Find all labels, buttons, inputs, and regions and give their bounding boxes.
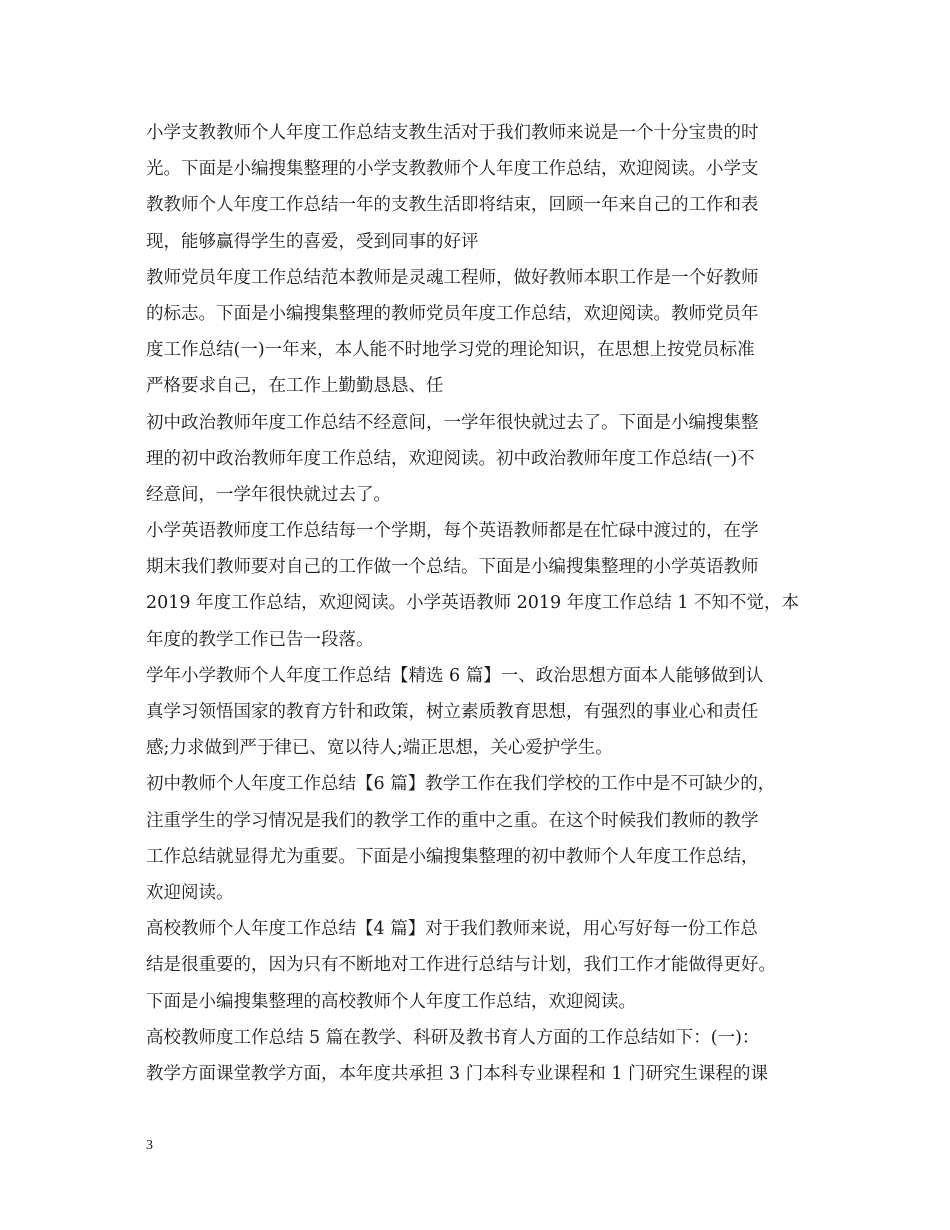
text-line: 严格要求自己，在工作上勤勤恳恳、任 bbox=[146, 376, 444, 397]
text-line: 注重学生的学习情况是我们的教学工作的重中之重。在这个时候我们教师的教学 bbox=[146, 810, 759, 831]
text-line: 初中教师个人年度工作总结【6 篇】教学工作在我们学校的工作中是不可缺少的， bbox=[146, 774, 776, 795]
text-line: 教师党员年度工作总结范本教师是灵魂工程师，做好教师本职工作是一个好教师 bbox=[146, 267, 759, 288]
text-line: 经意间，一学年很快就过去了。 bbox=[146, 484, 391, 505]
text-line: 欢迎阅读。 bbox=[146, 882, 234, 903]
text-line: 真学习领悟国家的教育方针和政策，树立素质教育思想，有强烈的事业心和责任 bbox=[146, 702, 759, 722]
text-line: 理的初中政治教师年度工作总结，欢迎阅读。初中政治教师年度工作总结(一)不 bbox=[146, 448, 755, 469]
text-line: 教教师个人年度工作总结一年的支教生活即将结束，回顾一年来自己的工作和表 bbox=[146, 195, 759, 216]
text-line: 小学英语教师度工作总结每一个学期，每个英语教师都是在忙碌中渡过的，在学 bbox=[146, 521, 759, 542]
text-line: 光。下面是小编搜集整理的小学支教教师个人年度工作总结，欢迎阅读。小学支 bbox=[146, 159, 759, 180]
text-line: 学年小学教师个人年度工作总结【精选 6 篇】一、政治思想方面本人能够做到认 bbox=[146, 665, 764, 686]
text-line: 高校教师度工作总结 5 篇在教学、科研及教书育人方面的工作总结如下：(一)： bbox=[146, 1027, 760, 1048]
text-line: 的标志。下面是小编搜集整理的教师党员年度工作总结，欢迎阅读。教师党员年 bbox=[146, 303, 759, 324]
text-line: 年度的教学工作已告一段落。 bbox=[146, 629, 374, 650]
page-number: 3 bbox=[146, 1138, 153, 1153]
text-line: 现，能够赢得学生的喜爱，受到同事的好评 bbox=[146, 231, 479, 252]
text-line: 感;力求做到严于律已、宽以待人;端正思想，关心爱护学生。 bbox=[146, 738, 613, 759]
text-line: 度工作总结(一)一年来，本人能不时地学习党的理论知识，在思想上按党员标准 bbox=[146, 340, 755, 361]
text-line: 高校教师个人年度工作总结【4 篇】对于我们教师来说，用心写好每一份工作总 bbox=[146, 919, 758, 940]
text-line: 下面是小编搜集整理的高校教师个人年度工作总结，欢迎阅读。 bbox=[146, 991, 636, 1012]
document-body bbox=[146, 115, 810, 1092]
text-line: 初中政治教师年度工作总结不经意间，一学年很快就过去了。下面是小编搜集整 bbox=[146, 412, 759, 433]
text-line: 结是很重要的，因为只有不断地对工作进行总结与计划，我们工作才能做得更好。 bbox=[146, 955, 776, 976]
text-line: 期末我们教师要对自己的工作做一个总结。下面是小编搜集整理的小学英语教师 bbox=[146, 557, 759, 578]
text-line: 2019 年度工作总结，欢迎阅读。小学英语教师 2019 年度工作总结 1 不知不觉，本 bbox=[146, 593, 800, 614]
text-line: 教学方面课堂教学方面，本年度共承担 3 门本科专业课程和 1 门研究生课程的课 bbox=[146, 1063, 769, 1084]
text-line: 小学支教教师个人年度工作总结支教生活对于我们教师来说是一个十分宝贵的时 bbox=[146, 123, 759, 143]
text-line: 工作总结就显得尤为重要。下面是小编搜集整理的初中教师个人年度工作总结， bbox=[146, 846, 759, 867]
